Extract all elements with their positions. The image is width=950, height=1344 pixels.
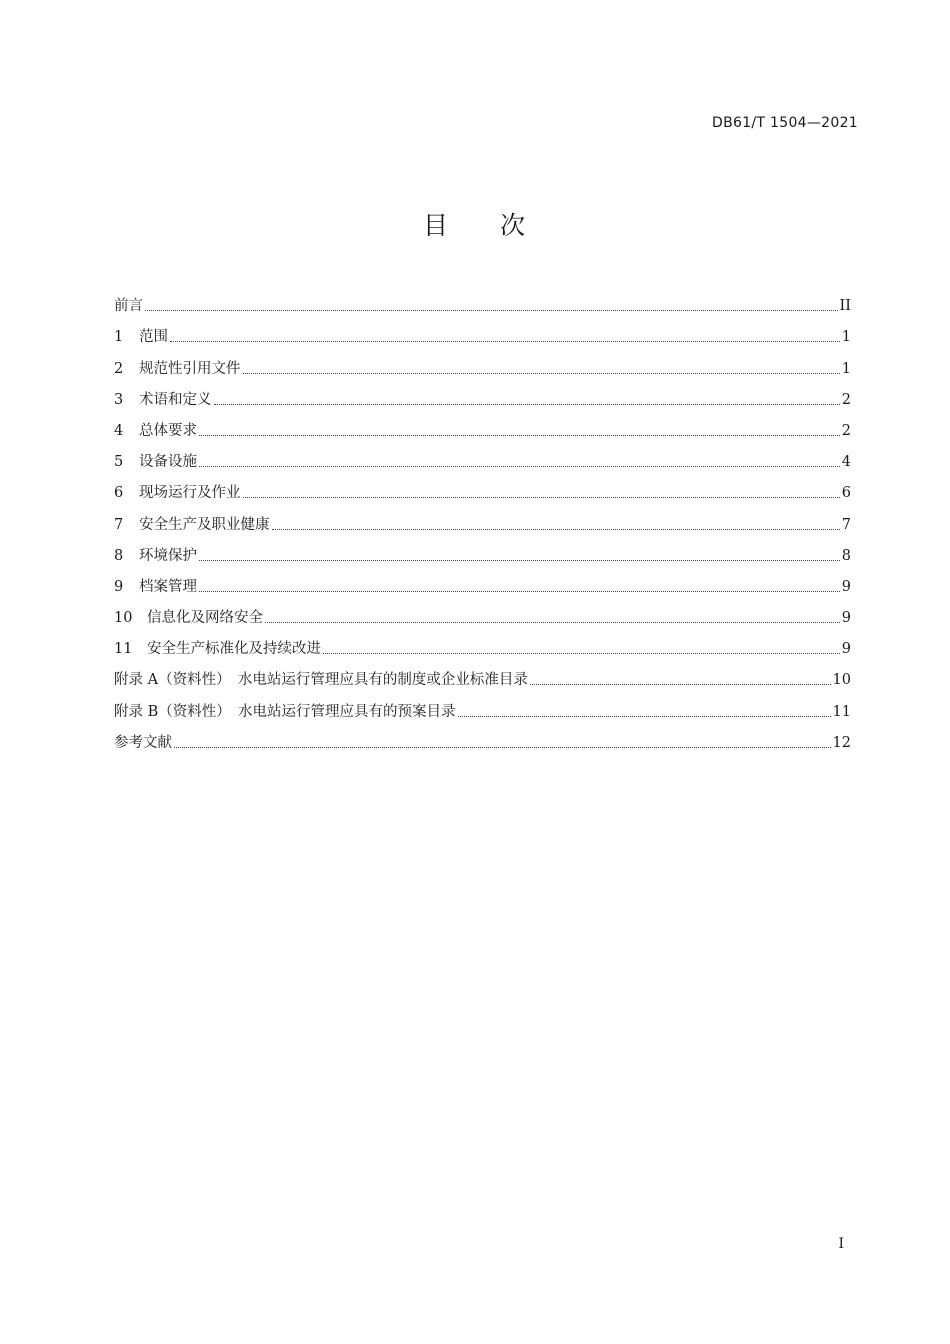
toc-entry-page: 9	[841, 641, 851, 658]
toc-dot-leader	[243, 497, 840, 498]
toc-dot-leader	[243, 373, 840, 374]
toc-entry-label: 附录 B（资料性） 水电站运行管理应具有的预案目录	[114, 703, 456, 720]
toc-entry-number: 9	[114, 578, 124, 595]
toc-entry-label: 安全生产及职业健康	[139, 516, 270, 533]
toc-entry[interactable]	[114, 597, 851, 628]
toc-dot-leader	[272, 529, 840, 530]
toc-entry-label: 档案管理	[139, 578, 197, 595]
toc-dot-leader	[145, 310, 838, 311]
toc-entry-page: 2	[841, 391, 851, 408]
toc-entry[interactable]	[114, 285, 851, 316]
toc-title-char-2: 次	[499, 211, 527, 240]
toc-entry-page: 8	[841, 547, 851, 564]
toc-entry-label: 前言	[114, 298, 143, 315]
toc-entry-appendix-a[interactable]	[114, 659, 851, 690]
toc-entry-label: 总体要求	[139, 422, 197, 439]
toc-entry-label: 附录 A（资料性） 水电站运行管理应具有的制度或企业标准目录	[114, 672, 528, 689]
toc-dot-leader	[174, 747, 831, 748]
toc-entry-page: 9	[841, 610, 851, 627]
toc-entry-page: 1	[841, 329, 851, 346]
toc-entry[interactable]	[114, 347, 851, 378]
toc-entry[interactable]	[114, 316, 851, 347]
toc-entry[interactable]	[114, 410, 851, 441]
toc-entry[interactable]	[114, 379, 851, 410]
toc-entry-page: 4	[841, 454, 851, 471]
toc-entry-label: 设备设施	[139, 454, 197, 471]
toc-dot-leader	[214, 404, 840, 405]
toc-entry-label: 现场运行及作业	[139, 485, 241, 502]
toc-entry-number: 7	[114, 516, 124, 533]
toc-entry-number: 1	[114, 329, 124, 346]
toc-entry-label: 范围	[139, 329, 168, 346]
toc-entry[interactable]	[114, 472, 851, 503]
toc-dot-leader	[458, 716, 831, 717]
toc-entry[interactable]	[114, 628, 851, 659]
toc-entry-appendix-b[interactable]	[114, 690, 851, 721]
toc-list	[114, 285, 851, 753]
document-code: DB61/T 1504—2021	[712, 115, 858, 131]
toc-entry-page: 1	[841, 360, 851, 377]
toc-dot-leader	[323, 653, 840, 654]
toc-entry-number: 4	[114, 422, 124, 439]
toc-entry-label: 安全生产标准化及持续改进	[147, 641, 321, 658]
toc-entry-page: II	[839, 298, 851, 315]
page-number: I	[838, 1236, 844, 1252]
toc-entry-number: 10	[114, 610, 133, 627]
toc-dot-leader	[170, 341, 840, 342]
toc-entry-page: 12	[832, 734, 851, 751]
toc-entry-references[interactable]	[114, 722, 851, 753]
toc-entry[interactable]	[114, 503, 851, 534]
toc-entry-label: 信息化及网络安全	[147, 610, 263, 627]
toc-entry-label: 术语和定义	[139, 391, 212, 408]
toc-entry-page: 6	[841, 485, 851, 502]
toc-dot-leader	[199, 591, 840, 592]
toc-title	[0, 206, 950, 242]
toc-entry-label: 环境保护	[139, 547, 197, 564]
toc-entry-number: 2	[114, 360, 124, 377]
toc-entry-page: 9	[841, 578, 851, 595]
toc-entry-page: 10	[832, 672, 851, 689]
toc-entry-number: 11	[114, 641, 133, 658]
toc-title-char-1: 目	[423, 211, 451, 240]
toc-entry-number: 6	[114, 485, 124, 502]
toc-dot-leader	[199, 466, 840, 467]
toc-entry-number: 3	[114, 391, 124, 408]
toc-entry-number: 5	[114, 454, 124, 471]
toc-dot-leader	[199, 560, 840, 561]
toc-entry-label: 参考文献	[114, 734, 172, 751]
toc-entry-label: 规范性引用文件	[139, 360, 241, 377]
toc-entry-page: 7	[841, 516, 851, 533]
toc-dot-leader	[530, 684, 831, 685]
toc-dot-leader	[265, 622, 840, 623]
toc-entry[interactable]	[114, 566, 851, 597]
toc-entry[interactable]	[114, 441, 851, 472]
toc-dot-leader	[199, 435, 840, 436]
toc-entry-page: 2	[841, 422, 851, 439]
toc-entry[interactable]	[114, 535, 851, 566]
toc-entry-page: 11	[832, 703, 851, 720]
toc-entry-number: 8	[114, 547, 124, 564]
